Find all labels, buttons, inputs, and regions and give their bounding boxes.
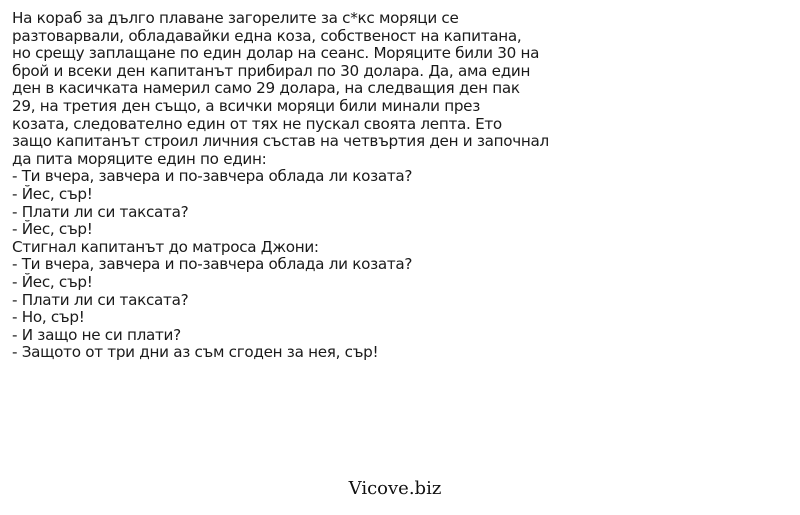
joke-line: - Но, сър! <box>12 308 85 327</box>
site-watermark: Vicove.biz <box>348 478 442 499</box>
joke-line: - Йес, сър! <box>12 184 93 203</box>
joke-line: - Плати ли си таксата? <box>12 202 189 221</box>
joke-line: козата, следователно един от тях не пускал своята лепта. Ето <box>12 114 502 133</box>
joke-line: но срещу заплащане по един долар на сеанс. Моряците били 30 на <box>12 44 540 63</box>
joke-line: На кораб за дълго плаване загорелите за с*кс моряци се <box>12 9 459 27</box>
joke-line: - И защо не си плати? <box>12 325 181 344</box>
joke-line: - Йес, сър! <box>12 220 93 239</box>
joke-line: 29, на третия ден също, а всички моряци били минали през <box>12 96 481 115</box>
joke-line: - Йес, сър! <box>12 272 93 291</box>
joke-line: разтоварвали, обладавайки една коза, собственост на капитана, <box>12 26 522 45</box>
joke-line: - Плати ли си таксата? <box>12 290 189 309</box>
joke-line: - Защото от три дни аз съм сгоден за нея, сър! <box>12 343 379 362</box>
joke-line: - Ти вчера, завчера и по-завчера облада ли козата? <box>12 167 413 186</box>
joke-line: брой и всеки ден капитанът прибирал по 30 долара. Да, ама един <box>12 61 531 80</box>
joke-text <box>12 10 612 362</box>
joke-line: защо капитанът строил личния състав на четвъртия ден и започнал <box>12 132 549 151</box>
joke-line: ден в касичката намерил само 29 долара, на следващия ден пак <box>12 79 520 98</box>
joke-line: - Ти вчера, завчера и по-завчера облада ли козата? <box>12 255 413 274</box>
joke-line: Стигнал капитанът до матроса Джони: <box>12 237 319 256</box>
joke-line: да пита моряците един по един: <box>12 149 267 168</box>
